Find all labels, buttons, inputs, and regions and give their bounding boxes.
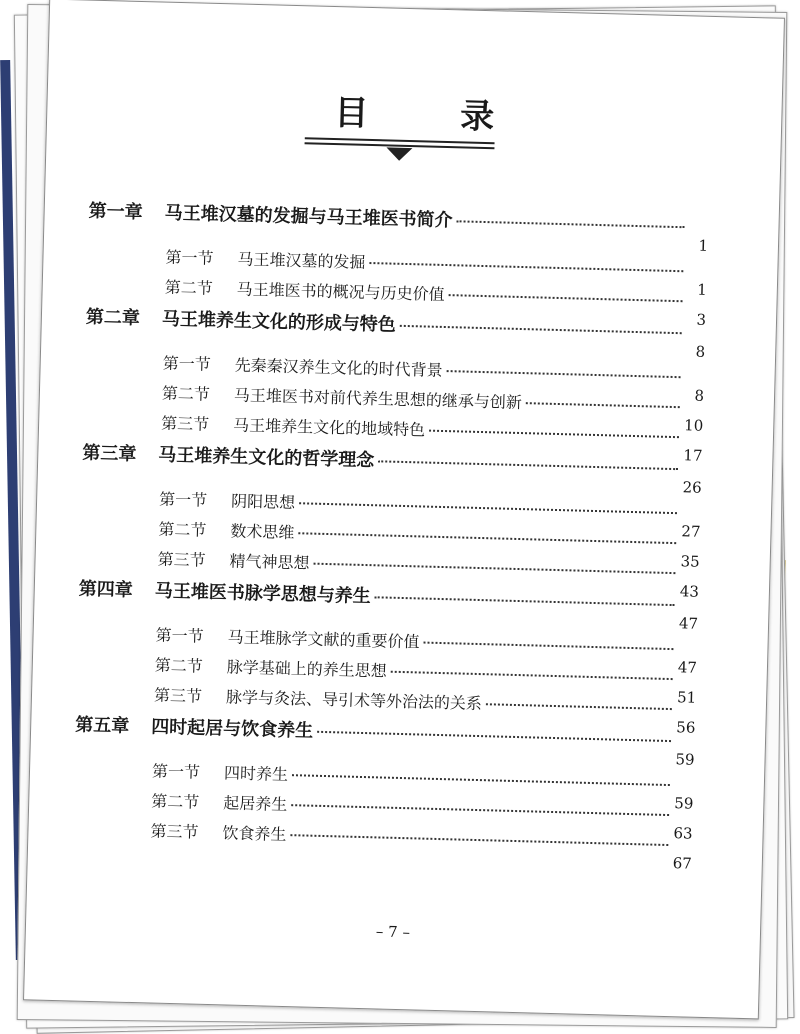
chapter-title: 马王堆医书脉学思想与养生 [154, 580, 371, 608]
dot-leader [400, 324, 682, 334]
chapter-page-number: 59 [675, 750, 695, 769]
dot-leader [298, 531, 676, 544]
section-page-number: 51 [676, 688, 697, 707]
table-of-contents [72, 197, 709, 873]
dot-leader [317, 730, 671, 742]
chapter-title: 四时起居与饮食养生 [150, 716, 314, 742]
section-number: 第三节 [157, 549, 206, 570]
section-page-number: 3 [696, 310, 707, 329]
section-page-number: 1 [697, 280, 708, 299]
section-number: 第一节 [155, 625, 204, 646]
dot-leader [457, 219, 685, 228]
section-page-number: 43 [679, 582, 700, 601]
section-title: 脉学基础上的养生思想 [226, 657, 388, 681]
section-title: 马王堆养生文化的地域特色 [232, 415, 426, 440]
title-ornament-icon [304, 134, 495, 165]
section-number: 第二节 [164, 277, 213, 298]
section-title: 脉学与灸法、导引术等外治法的关系 [225, 687, 483, 714]
page-title: 目 录 [333, 93, 535, 139]
section-page-number: 35 [680, 552, 700, 571]
section-page-number: 56 [676, 718, 696, 737]
dot-leader [291, 803, 669, 816]
dot-leader [375, 595, 675, 606]
chapter-number: 第五章 [74, 714, 130, 737]
section-number: 第三节 [153, 685, 203, 706]
dot-leader [447, 369, 681, 378]
chapter-number: 第二章 [85, 306, 141, 330]
toc-page [23, 0, 785, 1019]
section-title: 先秦秦汉养生文化的时代背景 [234, 355, 443, 380]
section-number: 第二节 [151, 791, 200, 812]
dot-leader [378, 459, 678, 470]
section-page-number: 10 [683, 416, 704, 435]
chapter-number: 第四章 [78, 578, 134, 601]
section-number: 第一节 [162, 353, 211, 374]
section-title: 数术思维 [230, 521, 295, 543]
section-page-number: 63 [673, 824, 693, 843]
chapter-number: 第三章 [82, 442, 137, 465]
chapter-page-number: 8 [695, 342, 706, 361]
section-title: 马王堆脉学文献的重要价值 [227, 627, 420, 652]
chapter-page-number: 47 [678, 614, 699, 633]
chapter-title: 马王堆养生文化的形成与特色 [161, 308, 397, 336]
chapter-number: 第一章 [88, 200, 143, 224]
section-title: 马王堆汉墓的发掘 [237, 249, 366, 272]
section-title: 马王堆医书的概况与历史价值 [236, 279, 445, 304]
section-page-number: 17 [683, 446, 703, 465]
section-title: 起居养生 [222, 793, 288, 815]
section-number: 第一节 [151, 761, 201, 782]
section-page-number: 27 [681, 522, 701, 541]
section-number: 第一节 [165, 247, 214, 268]
section-title: 阴阳思想 [230, 491, 296, 513]
chapter-title: 马王堆汉墓的发掘与马王堆医书简介 [164, 202, 453, 232]
section-page-number: 47 [677, 658, 698, 677]
dot-leader [449, 293, 683, 302]
dot-leader [391, 670, 673, 680]
section-number: 第三节 [150, 821, 199, 842]
dot-leader [526, 401, 680, 408]
chapter-page-number: 26 [682, 478, 702, 497]
dot-leader [369, 261, 683, 272]
section-page-number: 59 [674, 794, 694, 813]
dot-leader [486, 702, 672, 710]
dot-leader [292, 773, 670, 786]
section-title: 饮食养生 [222, 823, 287, 845]
dot-leader [424, 641, 674, 651]
dot-leader [299, 501, 677, 514]
section-number: 第一节 [158, 489, 208, 510]
section-title: 精气神思想 [229, 551, 310, 573]
section-number: 第二节 [154, 655, 204, 676]
dot-leader [314, 562, 676, 574]
section-title: 四时养生 [223, 763, 289, 785]
section-number: 第三节 [160, 413, 210, 434]
page-number: – 7 – [375, 922, 411, 942]
dot-leader [290, 833, 668, 846]
dot-leader [429, 429, 679, 439]
section-number: 第二节 [158, 519, 207, 540]
section-page-number: 67 [672, 854, 693, 873]
section-title: 马王堆医书对前代养生思想的继承与创新 [233, 385, 523, 413]
chapter-title: 马王堆养生文化的哲学理念 [158, 444, 375, 472]
section-page-number: 8 [694, 386, 705, 405]
section-number: 第二节 [161, 383, 211, 404]
chapter-page-number: 1 [698, 236, 709, 255]
